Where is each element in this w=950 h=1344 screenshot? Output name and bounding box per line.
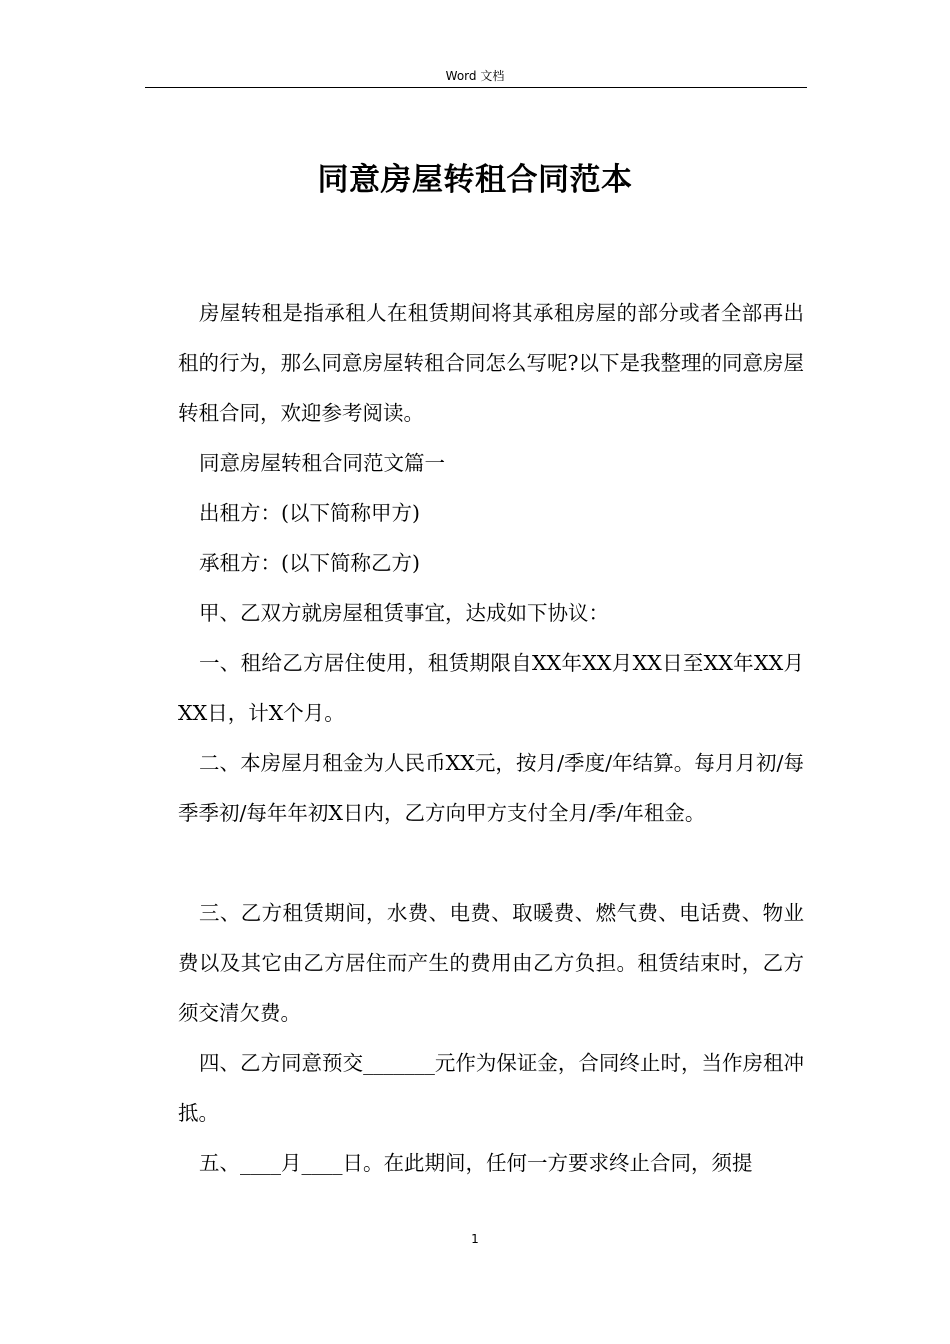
paragraph-lessee: 承租方：(以下简称乙方): [199, 551, 420, 575]
page-number: 1: [471, 1232, 479, 1246]
document-title: 同意房屋转租合同范本: [317, 162, 633, 198]
paragraph-lessor: 出租方：(以下简称甲方): [199, 501, 420, 525]
paragraph-clause-3: 三、乙方租赁期间，水费、电费、取暖费、燃气费、电话费、物业费以及其它由乙方居住而产生的费用由乙方负担。租赁结束时，乙方须交清欠费。: [178, 901, 804, 1025]
paragraph-agreement: 甲、乙双方就房屋租赁事宜，达成如下协议：: [199, 601, 609, 625]
document-header-label: Word 文档: [445, 69, 505, 83]
paragraph-intro: 房屋转租是指承租人在租赁期间将其承租房屋的部分或者全部再出租的行为，那么同意房屋转租合同怎么写呢?以下是我整理的同意房屋转租合同，欢迎参考阅读。: [178, 301, 804, 425]
paragraph-clause-5: 五、____月____日。在此期间，任何一方要求终止合同，须提: [199, 1151, 753, 1175]
paragraph-clause-2: 二、本房屋月租金为人民币XX元，按月/季度/年结算。每月月初/每季季初/每年年初X日内，乙方向甲方支付全月/季/年租金。: [178, 751, 804, 825]
paragraph-clause-1: 一、租给乙方居住使用，租赁期限自XX年XX月XX日至XX年XX月XX日，计X个月。: [178, 651, 804, 725]
header-divider: [145, 87, 807, 88]
document-body: [178, 288, 804, 1188]
paragraph-section-heading: 同意房屋转租合同范文篇一: [199, 451, 445, 475]
paragraph-clause-4: 四、乙方同意预交_______元作为保证金，合同终止时，当作房租冲抵。: [178, 1051, 804, 1125]
